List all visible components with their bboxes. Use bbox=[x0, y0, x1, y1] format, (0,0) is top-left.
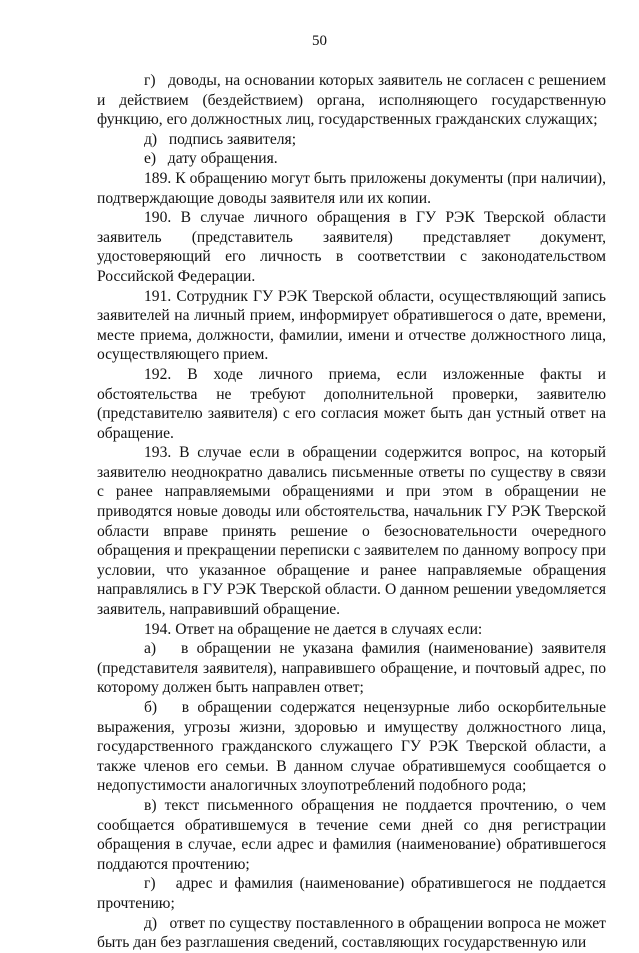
paragraph-194-v: в) текст письменного обращения не поддается прочтению, о чем сообщается обратившемуся в течение семи дней со дня регистрации обращения в случае, если адрес и фамилия (наименование) обратившегося поддаются прочтению; bbox=[97, 796, 606, 873]
paragraph-191: 191. Сотрудник ГУ РЭК Тверской области, осуществляющий запись заявителей на личный прием, информирует обратившегося о дате, времени, месте приема, должности, фамилии, имени и отчестве должностного лица, осуществляющего прием. bbox=[97, 287, 606, 364]
paragraph-189: 189. К обращению могут быть приложены документы (при наличии), подтверждающие доводы заявителя или их копии. bbox=[97, 169, 606, 207]
paragraph-194-b: б) в обращении содержатся нецензурные либо оскорбительные выражения, угрозы жизни, здоровью и имуществу должностного лица, государственного гражданского служащего ГУ РЭК Тверской области, а также членов его семьи. В данном случае обратившемуся сообщается о недопустимости аналогичных злоупотреблений подобного рода; bbox=[97, 699, 606, 795]
paragraph-194-g: г) адрес и фамилия (наименование) обратившегося не поддается прочтению; bbox=[97, 875, 606, 912]
paragraph-194: 194. Ответ на обращение не дается в случаях если: bbox=[144, 620, 483, 638]
paragraph-item-e: е) дату обращения. bbox=[144, 150, 278, 168]
paragraph-item-d: д) подпись заявителя; bbox=[144, 130, 297, 148]
document-body bbox=[97, 71, 606, 953]
paragraph-194-a: а) в обращении не указана фамилия (наименование) заявителя (представителя заявителя), направившего обращение, и почтовый адрес, по которому должен быть направлен ответ; bbox=[97, 640, 606, 697]
paragraph-item-g: г) доводы, на основании которых заявитель не согласен с решением и действием (бездействием) органа, исполняющего государственную функцию, его должностных лиц, государственных гражданских служащих; bbox=[97, 72, 606, 129]
paragraph-190: 190. В случае личного обращения в ГУ РЭК Тверской области заявитель (представитель заявителя) представляет документ, удостоверяющий его личность в соответствии с законодательством Российской Федерации. bbox=[97, 209, 606, 285]
paragraph-193: 193. В случае если в обращении содержится вопрос, на который заявителю неоднократно давались письменные ответы по существу в связи с ранее направляемыми обращениями и при этом в обращении не приводятся новые доводы или обстоятельства, начальник ГУ РЭК Тверской области вправе принять решение о безосновательности очередного обращения и прекращении переписки с заявителем по данному вопросу при условии, что указанное обращение и ранее направляемые обращения направлялись в ГУ РЭК Тверской области. О данном решении уведомляется заявитель, направивший обращение. bbox=[97, 444, 606, 619]
paragraph-194-d: д) ответ по существу поставленного в обращении вопроса не может быть дан без разглашения сведений, составляющих государственную или bbox=[97, 914, 606, 952]
page-number: 50 bbox=[312, 33, 327, 49]
paragraph-192: 192. В ходе личного приема, если изложенные факты и обстоятельства не требуют дополнительной проверки, заявителю (представителю заявителя) с его согласия может быть дан устный ответ на обращение. bbox=[97, 365, 606, 442]
